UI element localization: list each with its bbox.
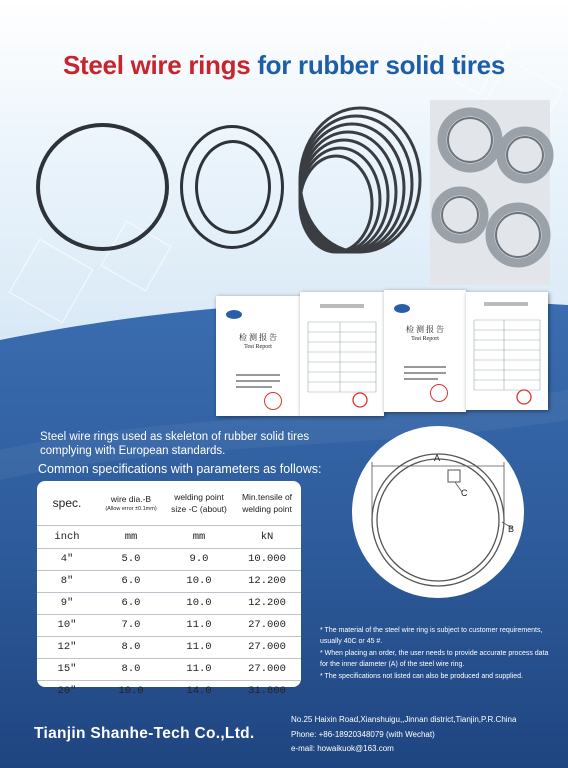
report-title-cn: 检 测 报 告 (406, 325, 444, 334)
table-cell: 27.000 (233, 658, 301, 680)
col-header-welding-point (165, 481, 233, 525)
table-cell: 10.000 (233, 548, 301, 570)
title-part-red: Steel wire rings (63, 50, 251, 80)
col-header-tensile-sub: welding point (242, 503, 292, 514)
table-cell: 6.0 (97, 570, 165, 592)
table-cell: 27.000 (233, 636, 301, 658)
table-row (37, 614, 301, 636)
contact-info (291, 713, 516, 757)
test-report-image-2 (384, 290, 466, 412)
col-header-spec: spec. (52, 495, 82, 510)
table-cell: 10.0 (165, 570, 233, 592)
company-name: Tianjin Shanhe-Tech Co.,Ltd. (34, 725, 255, 742)
col-header-tensile-main: Min.tensile of (241, 491, 293, 502)
report-title-cn: 检 测 报 告 (239, 333, 277, 342)
table-cell: 12.200 (233, 570, 301, 592)
unit-cell: mm (165, 525, 233, 548)
table-row (37, 548, 301, 570)
table-cell: 15″ (37, 658, 97, 680)
dimension-label-b: B (508, 524, 515, 534)
stamp-icon (430, 384, 448, 402)
table-cell: 9″ (37, 592, 97, 614)
table-row (37, 680, 301, 702)
spec-table (37, 481, 301, 697)
table-cell: 10″ (37, 614, 97, 636)
intro-text (40, 430, 309, 458)
page-title (0, 50, 568, 81)
table-cell: 11.0 (165, 636, 233, 658)
single-wire-ring-image (36, 123, 169, 251)
table-cell: 27.000 (233, 614, 301, 636)
product-photos (0, 95, 568, 290)
col-header-welding-sub: size -C (about) (171, 503, 227, 514)
table-cell: 4″ (37, 548, 97, 570)
note-item: * The specifications not listed can also be produced and supplied. (320, 673, 524, 680)
common-specs-heading: Common specifications with parameters as follows: (38, 462, 322, 476)
intro-line-2: complying with European standards. (40, 445, 226, 457)
test-data-sheet-image-1 (300, 292, 384, 416)
certification-logo-icon (394, 304, 410, 313)
report-title-en: Test Report (244, 344, 272, 350)
table-cell: 7.0 (97, 614, 165, 636)
table-cell: 11.0 (165, 658, 233, 680)
dimension-label-c: C (461, 488, 468, 498)
table-cell: 14.0 (165, 680, 233, 702)
address-text: No.25 Haixin Road,Xianshuigu,,Jinnan district,Tianjin,P.R.China (291, 715, 517, 724)
table-row (37, 658, 301, 680)
double-wire-ring-image-inner (195, 140, 271, 234)
table-row (37, 570, 301, 592)
test-report-image-1 (216, 296, 300, 416)
table-cell: 20″ (37, 680, 97, 702)
table-cell: 8″ (37, 570, 97, 592)
test-data-sheet-image-2 (466, 292, 548, 410)
table-cell: 6.0 (97, 592, 165, 614)
note-item: * When placing an order, the user needs to provide accurate process data for the inner diameter (A) of the steel wire ring. (320, 650, 549, 668)
table-cell: 8.0 (97, 636, 165, 658)
table-cell: 10.0 (97, 680, 165, 702)
unit-cell: kN (233, 525, 301, 548)
wire-coils-image (430, 100, 550, 285)
table-cell: 11.0 (165, 614, 233, 636)
table-cell: 5.0 (97, 548, 165, 570)
title-part-blue: for rubber solid tires (257, 50, 505, 80)
col-header-tensile (233, 481, 301, 525)
notes-list (320, 626, 550, 683)
col-header-wire-dia (97, 481, 165, 525)
units-row (37, 525, 301, 548)
unit-cell: inch (37, 525, 97, 548)
table-cell: 12.200 (233, 592, 301, 614)
certification-logo-icon (226, 310, 242, 319)
table-cell: 9.0 (165, 548, 233, 570)
table-cell: 31.800 (233, 680, 301, 702)
phone-text: Phone: +86-18920348079 (with Wechat) (291, 729, 435, 739)
dimension-label-a: A (434, 453, 441, 463)
unit-cell: mm (97, 525, 165, 548)
stacked-wire-rings-image (290, 100, 428, 260)
report-title-en: Test Report (411, 336, 439, 342)
table-cell: 12″ (37, 636, 97, 658)
note-item: * The material of the steel wire ring is subject to customer requirements, usually 40C or 45 #. (320, 627, 543, 645)
table-row (37, 636, 301, 658)
intro-line-1: Steel wire rings used as skeleton of rubber solid tires (40, 431, 310, 443)
col-header-welding-main: welding point (174, 491, 224, 502)
table-cell: 10.0 (165, 592, 233, 614)
table-cell: 8.0 (97, 658, 165, 680)
col-header-wire-dia-main: wire dia.-B (110, 493, 152, 504)
table-row (37, 592, 301, 614)
email-text: e-mail: howaikuok@163.com (291, 744, 394, 753)
col-header-wire-dia-sub: (Allow error ±0.1mm) (105, 505, 157, 512)
ring-dimension-diagram (352, 426, 524, 598)
stamp-icon (264, 392, 282, 410)
